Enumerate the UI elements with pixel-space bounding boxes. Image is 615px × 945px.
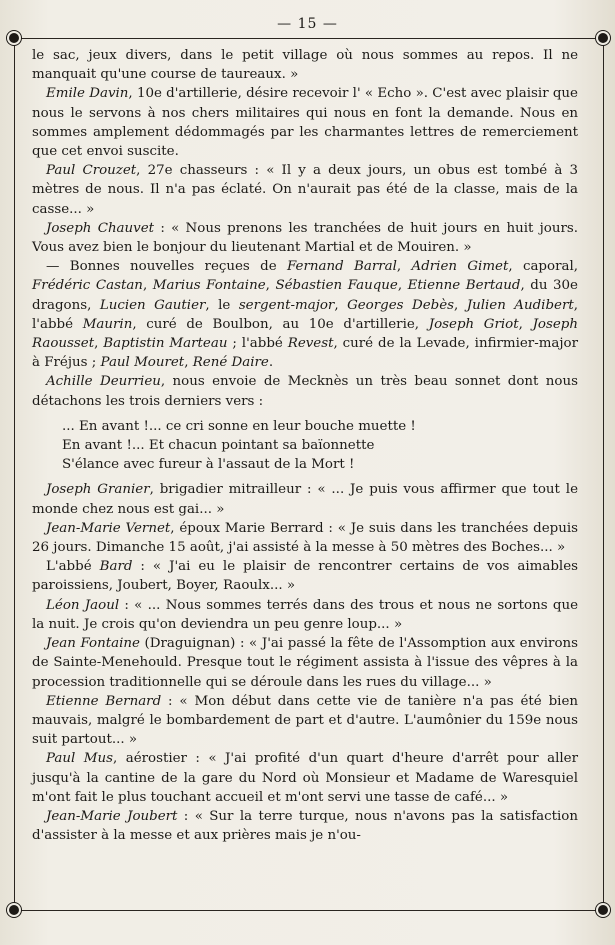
text-segment: , 10e d'artillerie, désire recevoir l' « Echo ». C'est avec plaisir que nous le servons à nos chers militaires qui nous en font la demande. Nous en sommes amplement dédommagés par les charmantes lettres de remerciement que cet envoi suscite. <box>32 86 578 160</box>
text-segment: , du 30e dragons, <box>32 278 578 313</box>
text-segment: , époux Marie Berrard : « Je suis dans les tranchées depuis 26 jours. Dimanche 15 août, j'ai assisté à la messe à 50 mètres des Boches... » <box>32 520 578 556</box>
text-segment: , nous envoie de Mecknès un très beau sonnet dont nous détachons les trois derniers vers : <box>32 374 578 409</box>
text-segment: , brigadier mitrailleur : « ... Je puis vous affirmer que tout le monde chez nous est gai... » <box>32 482 578 517</box>
text-segment: , <box>518 316 533 332</box>
person-name: Bard <box>99 559 133 575</box>
person-name: Paul Mouret <box>100 355 185 371</box>
text-segment: — Bonnes nouvelles reçues de <box>46 259 287 275</box>
text-segment: , curé de la Levade, infirmier-major à Fréjus ; <box>32 336 579 371</box>
page-number: — 15 — <box>277 16 338 32</box>
person-name: Lucien Gautier <box>99 297 206 313</box>
corner-ornament-icon <box>9 905 19 915</box>
right-rule <box>603 38 604 910</box>
paragraph <box>32 257 578 372</box>
text-segment: . <box>268 355 274 371</box>
person-name: Joseph Chauvet <box>46 220 155 236</box>
article-body <box>32 46 578 845</box>
person-name: Julien Audibert <box>466 297 574 313</box>
paragraph <box>32 519 578 557</box>
text-segment: le sac, jeux divers, dans le petit village où nous sommes au repos. Il ne manquait qu'une course de taureaux. » <box>32 48 578 83</box>
text-segment: , <box>396 259 412 275</box>
text-segment: , <box>184 355 193 371</box>
paragraph <box>32 46 578 84</box>
left-rule <box>14 38 15 910</box>
person-name: sergent-major <box>238 297 335 313</box>
person-name: Etienne Bertaud <box>407 278 521 294</box>
person-name: Etienne Bernard <box>46 693 162 709</box>
text-segment: , <box>397 278 408 294</box>
text-segment: : « Nous prenons les tranchées de huit jours en huit jours. Vous avez bien le bonjour du lieutenant Martial et de Mouiren. » <box>32 220 579 256</box>
text-segment: , le <box>205 297 239 313</box>
person-name: Jean Fontaine <box>46 636 140 652</box>
person-name: Revest <box>287 336 334 352</box>
person-name: Joseph Griot <box>428 316 519 332</box>
person-name: Paul Mus <box>46 751 113 767</box>
corner-ornament-icon <box>9 33 19 43</box>
person-name: Achille Deurrieu <box>46 374 161 390</box>
person-name: Emile Davin <box>46 86 129 102</box>
text-segment: , 27e chasseurs : « Il y a deux jours, un obus est tombé à 3 mètres de nous. Il n'a pas éclaté. On n'aurait pas été de la classe, mais de la casse... » <box>32 163 578 217</box>
person-name: Léon Jaoul <box>46 597 120 613</box>
text-segment: , <box>454 297 467 313</box>
paragraph <box>32 161 578 219</box>
text-segment: , <box>334 297 348 313</box>
paragraph <box>32 219 578 257</box>
person-name: Sébastien Fauque <box>275 278 398 294</box>
text-segment: , <box>265 278 276 294</box>
person-name: Baptistin Marteau <box>103 336 228 352</box>
corner-ornament-icon <box>598 33 608 43</box>
text-segment: : « Sur la terre turque, nous n'avons pas la satisfaction d'assister à la messe et aux prières mais je n'ou- <box>32 808 578 844</box>
text-segment: : « Mon début dans cette vie de tanière n'a pas été bien mauvais, malgré le bombardement de part et d'autre. L'aumônier du 159e nous suit partout... » <box>32 693 578 748</box>
verse-line: ... En avant !... ce cri sonne en leur bouche muette ! <box>62 418 416 434</box>
paragraph <box>32 557 578 595</box>
paragraph <box>32 372 578 410</box>
paragraph <box>32 84 578 161</box>
text-segment: , curé de Boulbon, au 10e d'artillerie, <box>132 316 429 332</box>
text-segment: , caporal, <box>508 259 578 275</box>
text-segment: , aérostier : « J'ai profité d'un quart d'heure d'arrêt pour aller jusqu'à la cantine de la gare du Nord où Monsieur et Madame de Waresquiel m'ont fait le plus touchant accueil et m'ont servi une tasse de café... » <box>32 751 578 805</box>
corner-ornament-icon <box>598 905 608 915</box>
top-rule <box>14 38 604 39</box>
paragraph <box>32 749 578 807</box>
paragraph <box>32 634 578 692</box>
person-name: Jean-Marie Vernet <box>46 520 171 536</box>
paragraph <box>32 692 578 750</box>
person-name: Adrien Gimet <box>411 259 509 275</box>
person-name: Georges Debès <box>347 297 455 313</box>
text-segment: : « ... Nous sommes terrés dans des trous et nous ne sortons que la nuit. Je crois qu'on deviendra un peu genre loup... » <box>32 597 578 632</box>
person-name: Frédéric Castan <box>32 278 143 294</box>
text-segment: , <box>142 278 153 294</box>
verse-line: S'élance avec fureur à l'assaut de la Mort ! <box>62 457 355 473</box>
text-segment: , <box>94 336 104 352</box>
text-segment: L'abbé <box>46 559 100 575</box>
text-segment: (Draguignan) : « J'ai passé la fête de l'Assomption aux environs de Sainte-Menehould. Presque tout le régiment assista à l'issue des vêpres à la procession traditionnelle qui se déroule dans les rues du village... » <box>32 636 578 690</box>
paragraph <box>32 596 578 634</box>
text-segment: : « J'ai eu le plaisir de rencontrer certains de vos aimables paroissiens, Joubert, Boyer, Raoulx... » <box>32 559 578 594</box>
poem-verse <box>62 417 578 475</box>
person-name: Marius Fontaine <box>152 278 266 294</box>
person-name: Joseph Granier <box>46 482 150 498</box>
person-name: Paul Crouzet <box>46 163 137 179</box>
person-name: René Daire <box>192 355 269 371</box>
text-segment: ; l'abbé <box>227 336 288 352</box>
text-segment: , l'abbé <box>32 297 578 332</box>
paragraph <box>32 807 578 845</box>
person-name: Jean-Marie Joubert <box>46 808 178 824</box>
person-name: Maurin <box>82 316 133 332</box>
person-name: Fernand Barral <box>286 259 397 275</box>
verse-line: En avant !... Et chacun pointant sa baïonnette <box>62 438 375 454</box>
paragraph <box>32 480 578 518</box>
bottom-rule <box>14 910 604 911</box>
person-name: Joseph Raousset <box>32 316 578 352</box>
